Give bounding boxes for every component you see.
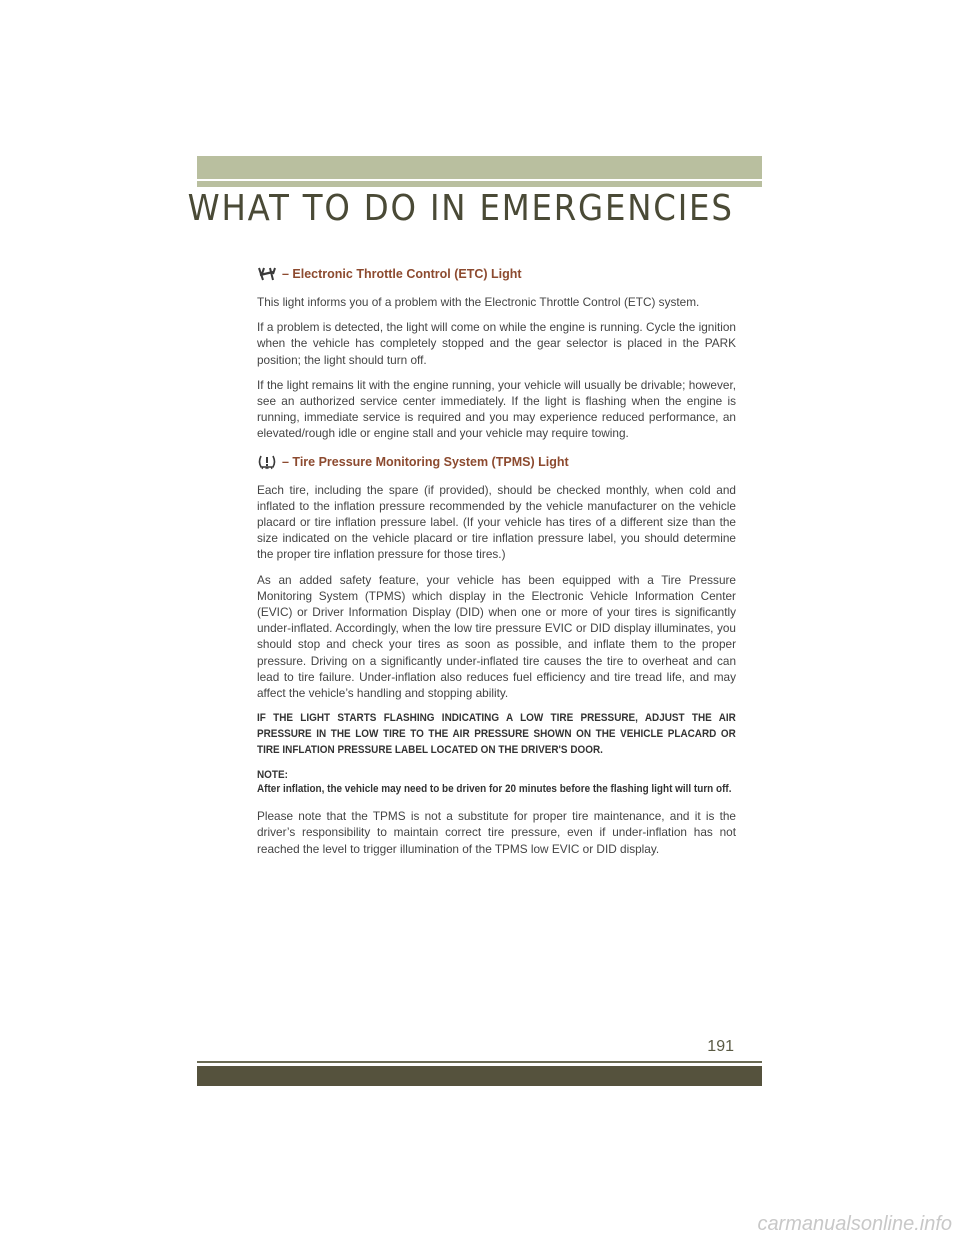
footer-rule [197,1061,762,1063]
note-text: After inflation, the vehicle may need to be driven for 20 minutes before the flashing light will turn off. [257,783,732,796]
etc-paragraph-2: If a problem is detected, the light will come on while the engine is running. Cycle the ignition when the vehicle has completely stopped and the gear selector is placed in the PARK position; the light should turn off. [257,320,736,367]
header-rule [197,181,762,187]
page-number: 191 [707,1038,734,1055]
footer-band [197,1066,762,1086]
etc-paragraph-3: If the light remains lit with the engine running, your vehicle will usually be drivable; however, see an authorized service center immediately. If the light is flashing when the engine is running, immediate service is required and you may experience reduced performance, an elevated/rough idle or engine stall and your vehicle may require towing. [257,377,736,441]
tpms-heading-text: – Tire Pressure Monitoring System (TPMS) Light [282,454,569,469]
header-band [197,156,762,179]
section-title: WHAT TO DO IN EMERGENCIES [187,188,734,229]
tpms-final-paragraph: Please note that the TPMS is not a substitute for proper tire maintenance, and it is the driver’s responsibility to maintain correct tire pressure, even if under-inflation has not reached the level to trigger illumination of the TPMS low EVIC or DID display. [257,809,736,856]
etc-heading [257,266,736,282]
note-label: NOTE: [257,769,288,782]
etc-heading-text: – Electronic Throttle Control (ETC) Light [282,267,522,281]
tpms-heading [257,454,736,470]
page-content [257,266,736,866]
tire-pressure-warning-icon [257,454,277,470]
etc-paragraph-1: This light informs you of a problem with the Electronic Throttle Control (ETC) system. [257,295,700,309]
tpms-warning: IF THE LIGHT STARTS FLASHING INDICATING A LOW TIRE PRESSURE, ADJUST THE AIR PRESSURE IN THE LOW TIRE TO THE AIR PRESSURE SHOWN ON THE VEHICLE PLACARD OR TIRE INFLATION PRESSURE LABEL LOCATED ON THE DRIVER'S DOOR. [257,712,736,757]
tpms-paragraph-1: Each tire, including the spare (if provided), should be checked monthly, when cold and inflated to the inflation pressure recommended by the vehicle manufacturer on the vehicle placard or tire inflation pressure label. (If your vehicle has tires of a different size than the size indicated on the vehicle placard or tire inflation pressure label, you should determine the proper tire inflation pressure for those tires.) [257,482,736,562]
throttle-control-icon [257,266,277,282]
watermark: carmanualsonline.info [757,1213,952,1235]
tpms-paragraph-2: As an added safety feature, your vehicle has been equipped with a Tire Pressure Monitoring System (TPMS) which display in the Electronic Vehicle Information Center (EVIC) or Driver Information Display (DID) when one or more of your tires is significantly under-inflated. Accordingly, when the low tire pressure EVIC or DID display illuminates, you should stop and check your tires as soon as possible, and inflate them to the proper pressure. Driving on a significantly under-inflated tire causes the tire to overheat and can lead to tire failure. Under-inflation also reduces fuel efficiency and tire tread life, and may affect the vehicle’s handling and stopping ability. [257,572,736,701]
